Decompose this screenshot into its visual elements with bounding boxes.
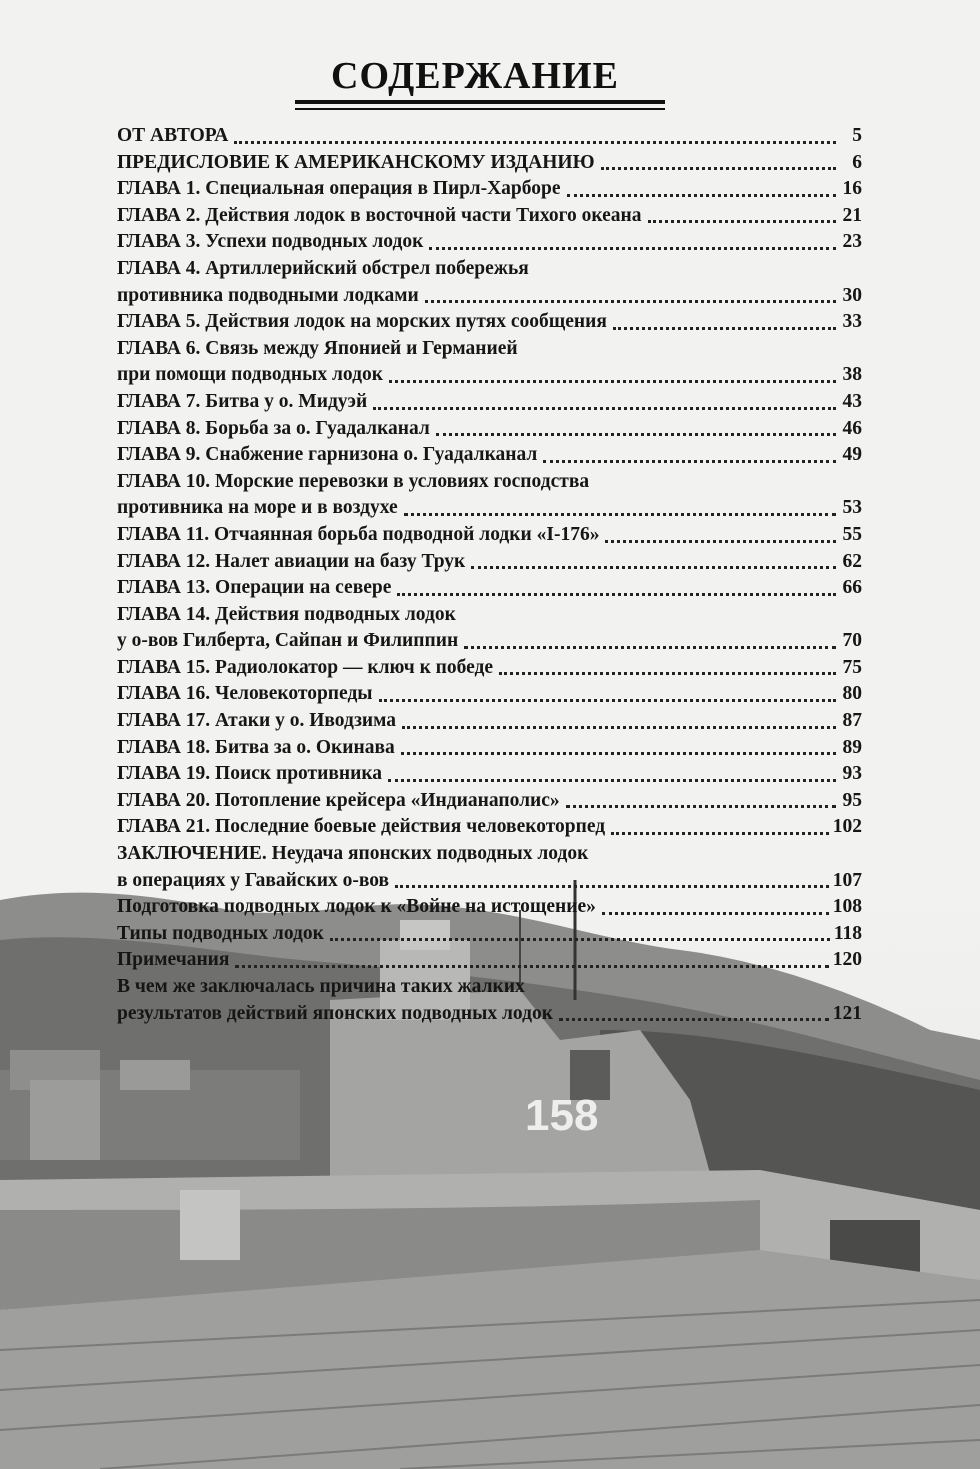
toc-entry-lead: ГЛАВА 4. Артиллерийский обстрел побережья (117, 257, 529, 279)
table-of-contents (117, 123, 862, 1027)
toc-entry: у о-вов Гилберта, Сайпан и Филиппин 70 (117, 630, 862, 652)
toc-entry-lead: ГЛАВА 10. Морские перевозки в условиях господства (117, 470, 590, 492)
toc-entry: результатов действий японских подводных лодок 121 (117, 1002, 862, 1024)
toc-entry: при помощи подводных лодок 38 (117, 364, 862, 386)
toc-entry: Типы подводных лодок 118 (117, 922, 862, 944)
toc-entry: в операциях у Гавайских о-вов 107 (117, 869, 862, 891)
toc-entry: ГЛАВА 19. Поиск противника 93 (117, 763, 862, 785)
toc-entry: ГЛАВА 20. Потопление крейсера «Индианаполис» 95 (117, 789, 862, 811)
toc-entry: противника подводными лодками 30 (117, 284, 862, 306)
toc-entry: ГЛАВА 13. Операции на севере 66 (117, 577, 862, 599)
toc-entry: ГЛАВА 15. Радиолокатор — ключ к победе 75 (117, 656, 862, 678)
toc-entry: ГЛАВА 7. Битва у о. Мидуэй 43 (117, 390, 862, 412)
toc-entry-lead: ЗАКЛЮЧЕНИЕ. Неудача японских подводных лодок (117, 843, 589, 865)
toc-entry: противника на море и в воздухе 53 (117, 497, 862, 519)
title-underline (295, 100, 665, 104)
page-title: СОДЕРЖАНИЕ (331, 55, 619, 97)
toc-entry: ГЛАВА 5. Действия лодок на морских путях сообщения 33 (117, 311, 862, 333)
toc-entry: ГЛАВА 9. Снабжение гарнизона о. Гуадалканал 49 (117, 444, 862, 466)
toc-entry: ГЛАВА 1. Специальная операция в Пирл-Харборе 16 (117, 178, 862, 200)
toc-entry: ГЛАВА 8. Борьба за о. Гуадалканал 46 (117, 417, 862, 439)
hull-number: 158 (525, 1091, 599, 1140)
toc-entry: ГЛАВА 17. Атаки у о. Иводзима 87 (117, 710, 862, 732)
toc-entry: ГЛАВА 2. Действия лодок в восточной части Тихого океана 21 (117, 204, 862, 226)
toc-entry: ПРЕДИСЛОВИЕ К АМЕРИКАНСКОМУ ИЗДАНИЮ 6 (117, 151, 862, 173)
toc-entry-lead: ГЛАВА 6. Связь между Японией и Германией (117, 337, 518, 359)
toc-entry-lead: ГЛАВА 14. Действия подводных лодок (117, 603, 456, 625)
toc-entry: ГЛАВА 18. Битва за о. Окинава 89 (117, 736, 862, 758)
toc-entry: Подготовка подводных лодок к «Войне на истощение» 108 (117, 896, 862, 918)
toc-entry: ГЛАВА 11. Отчаянная борьба подводной лодки «I-176» 55 (117, 523, 862, 545)
toc-entry: ГЛАВА 12. Налет авиации на базу Трук 62 (117, 550, 862, 572)
toc-entry: Примечания 120 (117, 949, 862, 971)
toc-entry: ГЛАВА 21. Последние боевые действия человекоторпед 102 (117, 816, 862, 838)
title-underline-thin (295, 108, 665, 110)
toc-entry: ГЛАВА 16. Человекоторпеды 80 (117, 683, 862, 705)
toc-entry-lead: В чем же заключалась причина таких жалких (117, 976, 525, 997)
toc-entry: ОТ АВТОРА 5 (117, 125, 862, 146)
toc-entry: ГЛАВА 3. Успехи подводных лодок 23 (117, 231, 862, 253)
